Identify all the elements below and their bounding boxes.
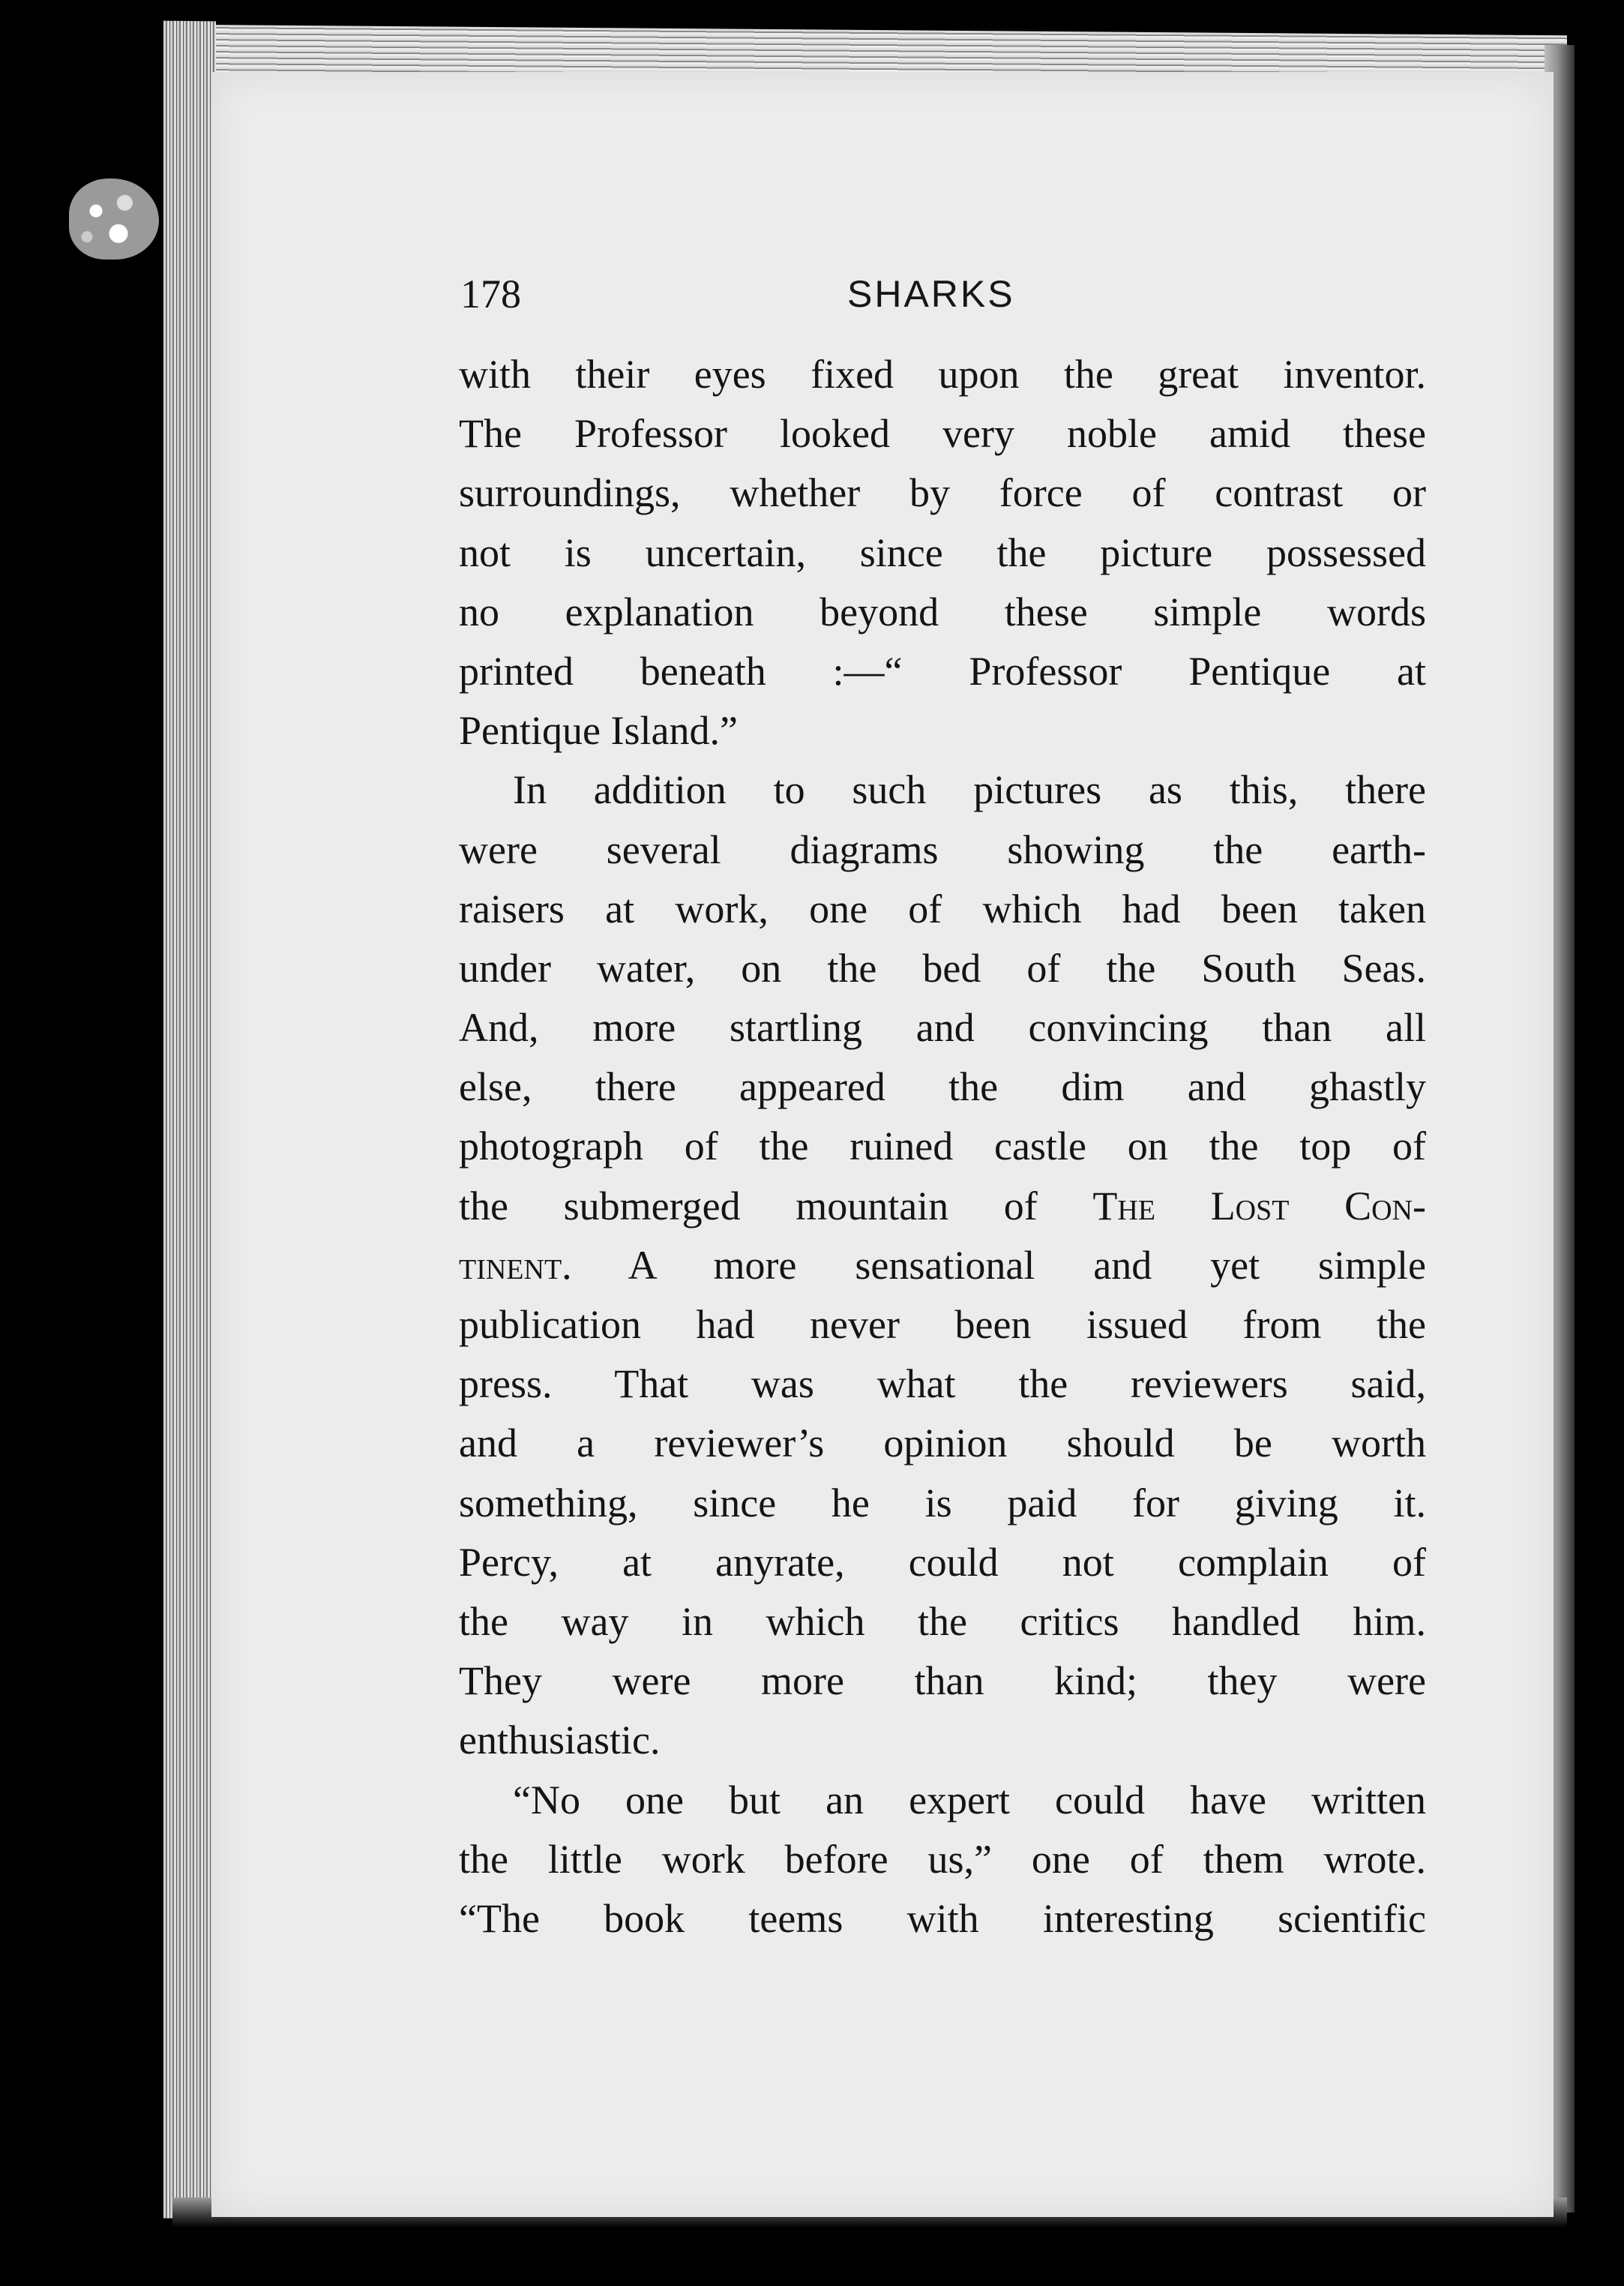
text-line: the little work before us,” one of them wrote. bbox=[459, 1836, 1426, 1882]
smallcaps-title: The Lost Con- bbox=[1092, 1183, 1426, 1228]
smallcaps-title: tinent. bbox=[459, 1242, 572, 1288]
text-line: and a reviewer’s opinion should be worth bbox=[459, 1420, 1426, 1466]
text-line: “The book teems with interesting scientific bbox=[459, 1895, 1426, 1941]
text-line: something, since he is paid for giving it. bbox=[459, 1480, 1426, 1526]
text-line: else, there appeared the dim and ghastly bbox=[459, 1064, 1426, 1110]
text-fragment: A more sensational and yet simple bbox=[571, 1242, 1426, 1288]
page-header bbox=[460, 264, 1405, 324]
text-line: press. That was what the reviewers said, bbox=[459, 1361, 1426, 1407]
text-line: They were more than kind; they were bbox=[459, 1658, 1426, 1704]
text-line: were several diagrams showing the earth- bbox=[459, 826, 1426, 872]
text-line: And, more startling and convincing than all bbox=[459, 1005, 1426, 1051]
text-line: the way in which the critics handled him. bbox=[459, 1598, 1426, 1644]
text-line: The Professor looked very noble amid these bbox=[459, 411, 1426, 457]
text-line: printed beneath :—“ Professor Pentique at bbox=[459, 648, 1426, 694]
text-line: publication had never been issued from the bbox=[459, 1302, 1426, 1347]
text-line: Pentique Island.” bbox=[459, 708, 738, 754]
text-line: no explanation beyond these simple words bbox=[459, 589, 1426, 634]
text-line-smallcaps bbox=[459, 1177, 1426, 1236]
text-line: photograph of the ruined castle on the top of bbox=[459, 1124, 1426, 1169]
running-head: SHARKS bbox=[847, 273, 1015, 315]
text-fragment: the submerged mountain of bbox=[459, 1183, 1093, 1228]
text-line: surroundings, whether by force of contrast or bbox=[459, 470, 1426, 516]
page-number: 178 bbox=[460, 272, 521, 316]
text-line: “No one but an expert could have written bbox=[513, 1777, 1426, 1822]
text-line: Percy, at anyrate, could not complain of bbox=[459, 1539, 1426, 1585]
text-line: raisers at work, one of which had been taken bbox=[459, 886, 1426, 932]
text-line: with their eyes fixed upon the great inventor. bbox=[459, 352, 1426, 397]
text-line: In addition to such pictures as this, there bbox=[513, 767, 1426, 813]
text-line-smallcaps bbox=[459, 1236, 1426, 1295]
text-line: not is uncertain, since the picture possessed bbox=[459, 530, 1426, 575]
scan-blot bbox=[69, 178, 159, 260]
text-line: enthusiastic. bbox=[459, 1718, 661, 1763]
text-line: under water, on the bed of the South Seas. bbox=[459, 945, 1426, 991]
page-side-edges bbox=[163, 21, 216, 2219]
body-text bbox=[459, 345, 1426, 1948]
